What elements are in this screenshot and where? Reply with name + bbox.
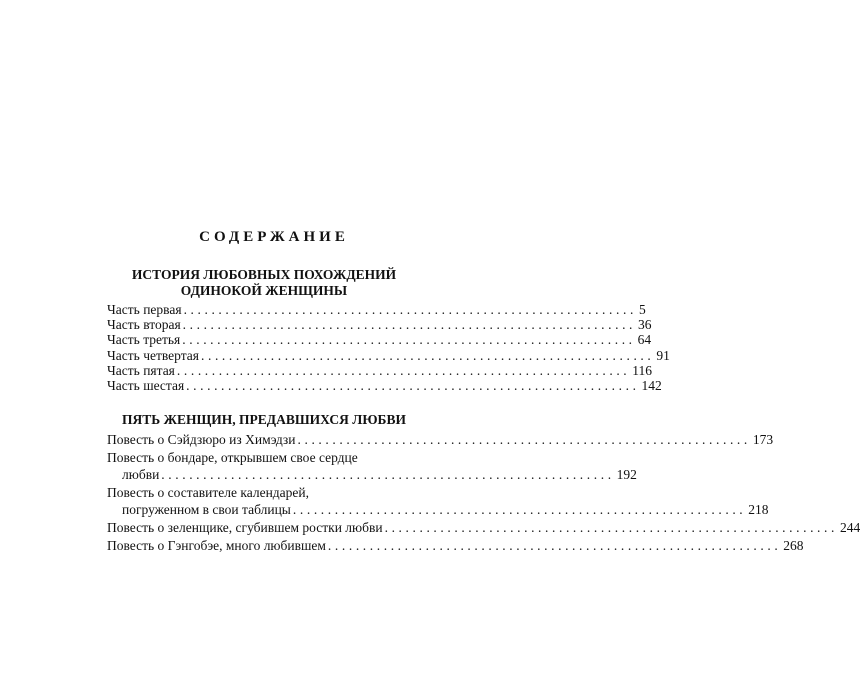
- toc-entry-label: Часть четвертая: [107, 347, 199, 363]
- leader-dots: .................................................................: [201, 347, 655, 363]
- toc-entry-page: 142: [641, 377, 662, 393]
- toc-entry-list: [107, 302, 670, 393]
- toc-entry-page: 244: [839, 519, 860, 535]
- toc-entry-label: Повесть о Гэнгобэе, много любившем: [107, 537, 326, 553]
- toc-entry-page: 218: [748, 502, 769, 518]
- toc-title: СОДЕРЖАНИЕ: [199, 229, 349, 245]
- toc-entry[interactable]: [107, 332, 652, 348]
- leader-dots: .................................................................: [186, 377, 640, 393]
- leader-dots: .................................................................: [292, 502, 747, 518]
- toc-entry-label: Повесть о Сэйдзюро из Химэдзи: [107, 432, 296, 447]
- toc-entry-label: погруженном в свои таблицы: [122, 502, 291, 518]
- toc-entry-label: Повесть о зеленщике, сгубившем ростки любви: [107, 519, 383, 535]
- toc-entry[interactable]: [107, 519, 860, 537]
- leader-dots: .................................................................: [327, 537, 782, 553]
- leader-dots: .................................................................: [182, 317, 637, 333]
- toc-entry-page: 173: [752, 432, 774, 447]
- section-heading: [100, 267, 428, 299]
- toc-entry[interactable]: [107, 347, 670, 363]
- toc-entry-continuation: [107, 466, 637, 484]
- section-heading-line: ПЯТЬ ЖЕНЩИН, ПРЕДАВШИХСЯ ЛЮБВИ: [122, 412, 406, 427]
- toc-entry-page: 5: [638, 302, 646, 317]
- leader-dots: .................................................................: [182, 332, 636, 348]
- toc-entry-page: 268: [783, 537, 804, 553]
- toc-entry-label: любви: [122, 467, 160, 483]
- toc-entry-page: 64: [637, 332, 652, 348]
- toc-entry-page: 36: [638, 317, 652, 333]
- toc-entry[interactable]: [107, 537, 804, 555]
- section-heading-line: ИСТОРИЯ ЛЮБОВНЫХ ПОХОЖДЕНИЙ: [131, 267, 397, 282]
- toc-entry-list: [107, 431, 860, 554]
- toc-entry-continuation: [107, 501, 769, 519]
- toc-entry[interactable]: [107, 484, 769, 519]
- toc-entry-label: Часть вторая: [107, 317, 181, 333]
- toc-entry-label: Часть пятая: [107, 362, 175, 378]
- toc-entry-label: Повесть о бондаре, открывшем свое сердце: [107, 449, 358, 465]
- toc-entry[interactable]: [107, 362, 653, 378]
- leader-dots: .................................................................: [297, 432, 751, 447]
- toc-entry[interactable]: [107, 449, 637, 484]
- toc-entry-label: Часть третья: [107, 332, 181, 348]
- toc-entry[interactable]: [107, 377, 662, 393]
- toc-entry-label: Часть первая: [107, 302, 182, 317]
- leader-dots: .................................................................: [183, 302, 637, 317]
- toc-entry[interactable]: [107, 431, 774, 449]
- toc-entry-page: 192: [616, 467, 637, 483]
- section-heading-line: ОДИНОКОЙ ЖЕНЩИНЫ: [180, 283, 348, 298]
- leader-dots: .................................................................: [384, 519, 838, 535]
- section-heading: [100, 412, 428, 428]
- toc-entry-page: 116: [632, 362, 653, 378]
- toc-entry-page: 91: [656, 347, 670, 363]
- leader-dots: .................................................................: [161, 467, 615, 483]
- toc-entry-label: Часть шестая: [107, 377, 185, 393]
- toc-entry[interactable]: [107, 317, 652, 333]
- leader-dots: .................................................................: [176, 362, 631, 378]
- toc-entry[interactable]: [107, 302, 646, 317]
- toc-entry-label: Повесть о составителе календарей,: [107, 484, 310, 500]
